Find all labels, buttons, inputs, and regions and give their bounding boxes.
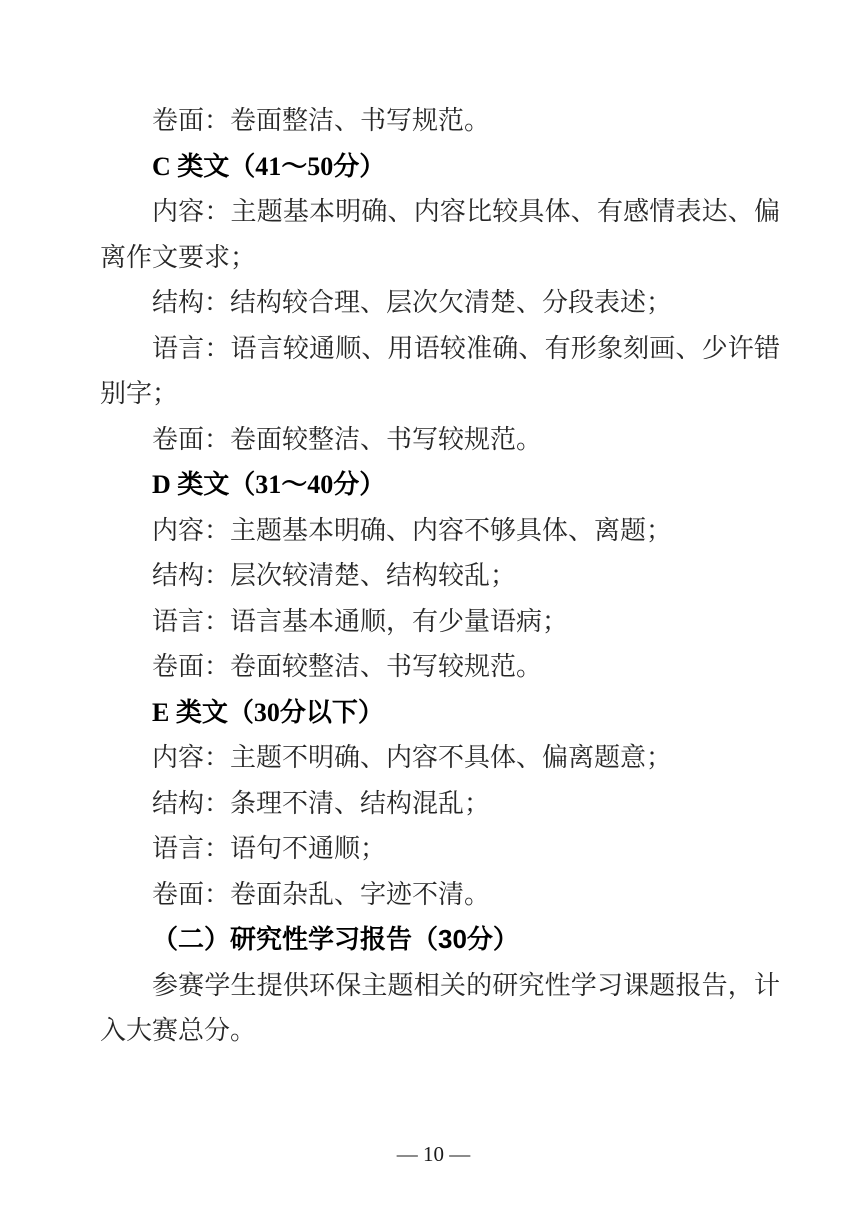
criteria-juanmian-e: 卷面：卷面杂乱、字迹不清。 (152, 879, 491, 909)
para-research-report-description: 参赛学生提供环保主题相关的研究性学习课题报告，计入大赛总分。 (100, 970, 780, 1045)
criteria-yuyan-c: 语言：语言较通顺、用语较准确、有形象刻画、少许错别字； (100, 333, 780, 408)
criteria-juanmian-c: 卷面：卷面较整洁、书写较规范。 (152, 424, 543, 454)
heading-section-2-research-report: （二）研究性学习报告（30分） (152, 924, 519, 954)
criteria-juanmian-b: 卷面：卷面整洁、书写规范。 (152, 106, 491, 135)
criteria-juanmian-d: 卷面：卷面较整洁、书写较规范。 (152, 652, 543, 681)
criteria-neirong-c: 内容：主题基本明确、内容比较具体、有感情表达、偏离作文要求； (100, 197, 780, 272)
criteria-yuyan-d: 语言：语言基本通顺，有少量语病； (152, 606, 569, 636)
criteria-jiegou-d: 结构：层次较清楚、结构较乱； (152, 561, 517, 590)
page-number: — 10 — (396, 1142, 471, 1166)
heading-grade-e: E 类文（30分以下） (152, 697, 384, 727)
criteria-neirong-e: 内容：主题不明确、内容不具体、偏离题意； (152, 743, 673, 772)
heading-grade-d: D 类文（31～40分） (152, 470, 386, 499)
criteria-yuyan-e: 语言：语句不通顺； (152, 834, 387, 863)
heading-grade-c: C 类文（41～50分） (152, 151, 386, 181)
criteria-jiegou-e: 结构：条理不清、结构混乱； (152, 788, 491, 818)
document-body (100, 98, 780, 1054)
criteria-jiegou-c: 结构：结构较合理、层次欠清楚、分段表述； (152, 288, 673, 317)
criteria-neirong-d: 内容：主题基本明确、内容不够具体、离题； (152, 515, 673, 545)
